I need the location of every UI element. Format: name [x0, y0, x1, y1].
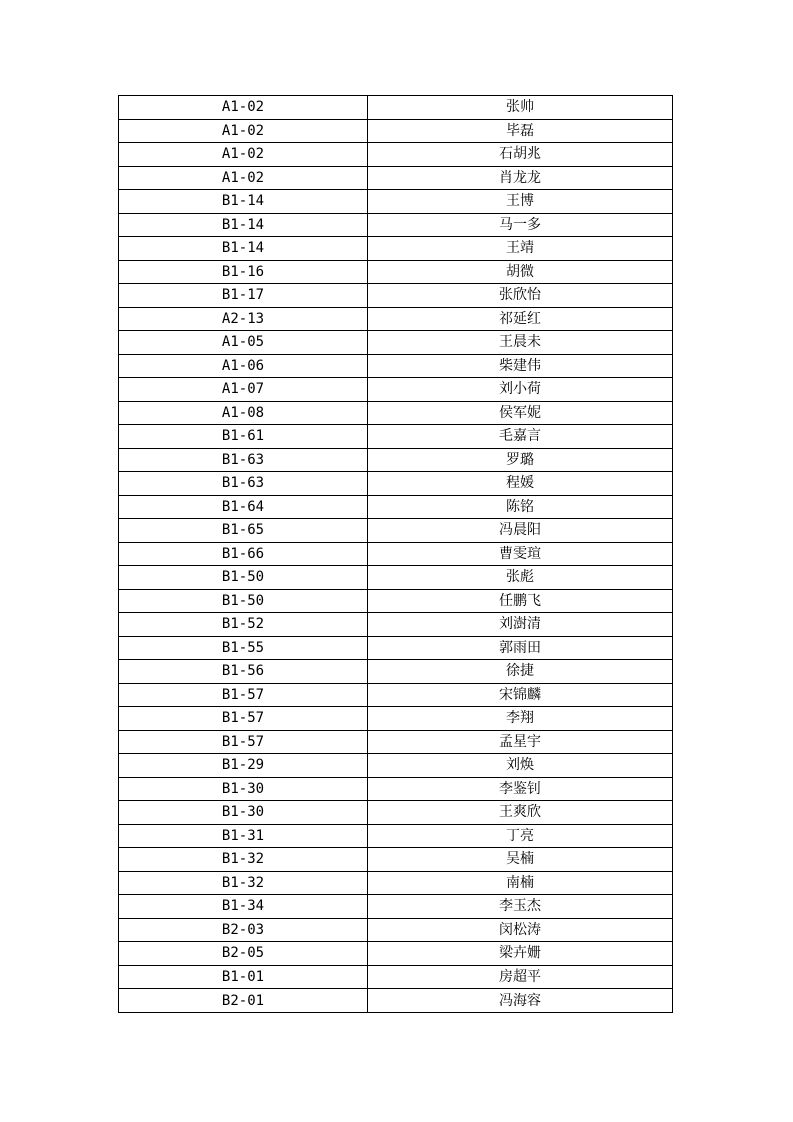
table-row — [119, 213, 673, 237]
room-code-cell: B1-14 — [119, 213, 368, 237]
person-name-cell: 侯军妮 — [368, 401, 673, 425]
table-row — [119, 965, 673, 989]
room-code-cell: B1-64 — [119, 495, 368, 519]
table-row — [119, 589, 673, 613]
table-row — [119, 683, 673, 707]
person-name-cell: 任鹏飞 — [368, 589, 673, 613]
room-code-cell: B2-05 — [119, 942, 368, 966]
table-row — [119, 143, 673, 167]
table-row — [119, 754, 673, 778]
person-name-cell: 石胡兆 — [368, 143, 673, 167]
table-row — [119, 96, 673, 120]
room-code-cell: B2-01 — [119, 989, 368, 1013]
table-row — [119, 566, 673, 590]
room-code-cell: B1-63 — [119, 448, 368, 472]
person-name-cell: 王爽欣 — [368, 801, 673, 825]
room-code-cell: B1-50 — [119, 589, 368, 613]
room-code-cell: B1-30 — [119, 801, 368, 825]
room-code-cell: B1-52 — [119, 613, 368, 637]
room-code-cell: A1-02 — [119, 119, 368, 143]
table-row — [119, 495, 673, 519]
room-code-cell: B1-29 — [119, 754, 368, 778]
room-code-cell: B1-14 — [119, 190, 368, 214]
person-name-cell: 冯晨阳 — [368, 519, 673, 543]
person-name-cell: 张帅 — [368, 96, 673, 120]
room-code-cell: A1-05 — [119, 331, 368, 355]
table-row — [119, 260, 673, 284]
room-code-cell: A1-02 — [119, 166, 368, 190]
table-row — [119, 824, 673, 848]
person-name-cell: 刘澍清 — [368, 613, 673, 637]
room-code-cell: B1-63 — [119, 472, 368, 496]
person-name-cell: 宋锦麟 — [368, 683, 673, 707]
room-code-cell: A1-07 — [119, 378, 368, 402]
table-row — [119, 848, 673, 872]
person-name-cell: 曹雯瑄 — [368, 542, 673, 566]
room-code-cell: B1-55 — [119, 636, 368, 660]
person-name-cell: 房超平 — [368, 965, 673, 989]
table-row — [119, 777, 673, 801]
person-name-cell: 李翔 — [368, 707, 673, 731]
room-code-cell: B1-16 — [119, 260, 368, 284]
table-row — [119, 942, 673, 966]
table-row — [119, 448, 673, 472]
room-code-cell: B1-56 — [119, 660, 368, 684]
table-row — [119, 730, 673, 754]
room-code-cell: B1-17 — [119, 284, 368, 308]
person-name-cell: 胡微 — [368, 260, 673, 284]
table-row — [119, 331, 673, 355]
person-name-cell: 肖龙龙 — [368, 166, 673, 190]
table-row — [119, 237, 673, 261]
person-name-cell: 刘小荷 — [368, 378, 673, 402]
table-row — [119, 425, 673, 449]
person-name-cell: 丁亮 — [368, 824, 673, 848]
person-name-cell: 刘焕 — [368, 754, 673, 778]
person-name-cell: 吴楠 — [368, 848, 673, 872]
room-code-cell: B2-03 — [119, 918, 368, 942]
room-code-cell: A1-06 — [119, 354, 368, 378]
room-code-cell: A1-08 — [119, 401, 368, 425]
table-row — [119, 166, 673, 190]
table-row — [119, 190, 673, 214]
room-code-cell: B1-01 — [119, 965, 368, 989]
table-row — [119, 472, 673, 496]
table-row — [119, 989, 673, 1013]
person-name-cell: 闵松涛 — [368, 918, 673, 942]
room-code-cell: B1-32 — [119, 871, 368, 895]
room-code-cell: B1-65 — [119, 519, 368, 543]
room-code-cell: A1-02 — [119, 96, 368, 120]
room-code-cell: B1-31 — [119, 824, 368, 848]
table-row — [119, 378, 673, 402]
person-name-cell: 柴建伟 — [368, 354, 673, 378]
roster-table-body — [119, 96, 673, 1013]
room-code-cell: A2-13 — [119, 307, 368, 331]
table-row — [119, 284, 673, 308]
person-name-cell: 王博 — [368, 190, 673, 214]
table-row — [119, 542, 673, 566]
person-name-cell: 李鉴钊 — [368, 777, 673, 801]
person-name-cell: 毛嘉言 — [368, 425, 673, 449]
table-row — [119, 119, 673, 143]
room-code-cell: B1-57 — [119, 683, 368, 707]
person-name-cell: 程媛 — [368, 472, 673, 496]
room-code-cell: A1-02 — [119, 143, 368, 167]
table-row — [119, 660, 673, 684]
person-name-cell: 孟星宇 — [368, 730, 673, 754]
table-row — [119, 801, 673, 825]
person-name-cell: 王靖 — [368, 237, 673, 261]
table-row — [119, 918, 673, 942]
room-code-cell: B1-66 — [119, 542, 368, 566]
room-code-cell: B1-30 — [119, 777, 368, 801]
roster-table — [118, 95, 673, 1013]
table-row — [119, 307, 673, 331]
room-code-cell: B1-61 — [119, 425, 368, 449]
table-row — [119, 707, 673, 731]
person-name-cell: 李玉杰 — [368, 895, 673, 919]
table-row — [119, 519, 673, 543]
person-name-cell: 梁卉姗 — [368, 942, 673, 966]
person-name-cell: 南楠 — [368, 871, 673, 895]
person-name-cell: 罗璐 — [368, 448, 673, 472]
table-row — [119, 354, 673, 378]
table-row — [119, 871, 673, 895]
person-name-cell: 马一多 — [368, 213, 673, 237]
room-code-cell: B1-57 — [119, 730, 368, 754]
room-code-cell: B1-50 — [119, 566, 368, 590]
person-name-cell: 张欣怡 — [368, 284, 673, 308]
person-name-cell: 冯海容 — [368, 989, 673, 1013]
table-row — [119, 401, 673, 425]
room-code-cell: B1-34 — [119, 895, 368, 919]
person-name-cell: 毕磊 — [368, 119, 673, 143]
table-row — [119, 636, 673, 660]
room-code-cell: B1-32 — [119, 848, 368, 872]
room-code-cell: B1-57 — [119, 707, 368, 731]
table-row — [119, 895, 673, 919]
person-name-cell: 郭雨田 — [368, 636, 673, 660]
person-name-cell: 王晨未 — [368, 331, 673, 355]
person-name-cell: 徐捷 — [368, 660, 673, 684]
person-name-cell: 陈铭 — [368, 495, 673, 519]
room-code-cell: B1-14 — [119, 237, 368, 261]
person-name-cell: 祁延红 — [368, 307, 673, 331]
person-name-cell: 张彪 — [368, 566, 673, 590]
table-row — [119, 613, 673, 637]
